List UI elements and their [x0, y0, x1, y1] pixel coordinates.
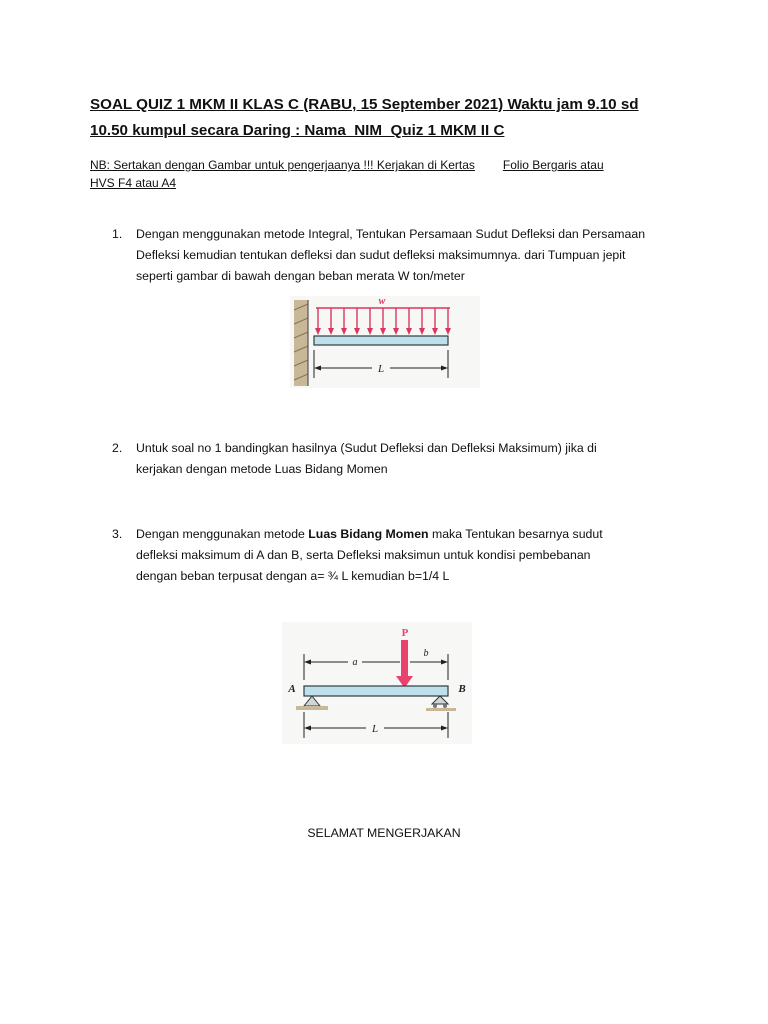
- a-dimension-label: a: [352, 657, 358, 668]
- ground-b: [426, 708, 456, 711]
- question-3-method-bold: Luas Bidang Momen: [308, 527, 429, 541]
- question-2-line-2: kerjakan dengan metode Luas Bidang Momen: [136, 462, 388, 476]
- question-3-line-2: defleksi maksimum di A dan B, serta Defleksi maksimun untuk kondisi pembebanan: [136, 548, 591, 562]
- quiz-title-line-2: 10.50 kumpul secara Daring : Nama_NIM_Quiz 1 MKM II C: [90, 122, 505, 139]
- point-load-shaft: [401, 640, 408, 680]
- note-part-1: NB: Sertakan dengan Gambar untuk pengerjaanya !!! Kerjakan di Kertas: [90, 158, 475, 172]
- roller-wheel: [433, 704, 437, 708]
- length-label: L: [377, 363, 385, 375]
- length-label: L: [371, 723, 379, 735]
- question-1-line-3: seperti gambar di bawah dengan beban merata W ton/meter: [136, 269, 465, 283]
- question-3-line-1: [136, 524, 666, 545]
- question-1-line-1: Dengan menggunakan metode Integral, Tentukan Persamaan Sudut Defleksi dan Persamaan: [136, 227, 646, 241]
- roller-wheel: [443, 704, 447, 708]
- load-w-label: w: [378, 296, 386, 307]
- closing-message: SELAMAT MENGERJAKAN: [307, 826, 461, 840]
- note-part-3: HVS F4 atau A4: [90, 176, 177, 190]
- quiz-title-line-1: SOAL QUIZ 1 MKM II KLAS C (RABU, 15 September 2021) Waktu jam 9.10 sd: [90, 96, 639, 113]
- support-a-label: A: [288, 683, 296, 695]
- question-3-line-3: dengan beban terpusat dengan a= ¾ L kemudian b=1/4 L: [136, 569, 450, 583]
- point-load-label: P: [401, 627, 409, 639]
- question-3-text-pre: Dengan menggunakan metode: [136, 527, 309, 541]
- simply-supported-beam-figure: [282, 622, 472, 744]
- quiz-title: [90, 92, 690, 144]
- note-part-2: Folio Bergaris atau: [502, 158, 604, 172]
- question-3-text-post: maka Tentukan besarnya sudut: [428, 527, 603, 541]
- ground-a: [296, 706, 328, 710]
- cantilever-beam-figure: [290, 296, 480, 388]
- question-1-line-2: Defleksi kemudian tentukan defleksi dan sudut defleksi maksimumnya. dari Tumpuan jepit: [136, 248, 626, 262]
- question-2-line-1: Untuk soal no 1 bandingkan hasilnya (Sudut Defleksi dan Defleksi Maksimum) jika di: [136, 441, 597, 455]
- beam: [314, 336, 448, 345]
- question-number: 1.: [112, 227, 123, 241]
- beam: [304, 686, 448, 696]
- question-number: 3.: [112, 527, 123, 541]
- b-dimension-label: b: [423, 648, 429, 659]
- instructions-note: [90, 156, 650, 192]
- question-number: 2.: [112, 441, 123, 455]
- fixed-wall-support: [294, 300, 308, 386]
- support-b-label: B: [458, 683, 466, 695]
